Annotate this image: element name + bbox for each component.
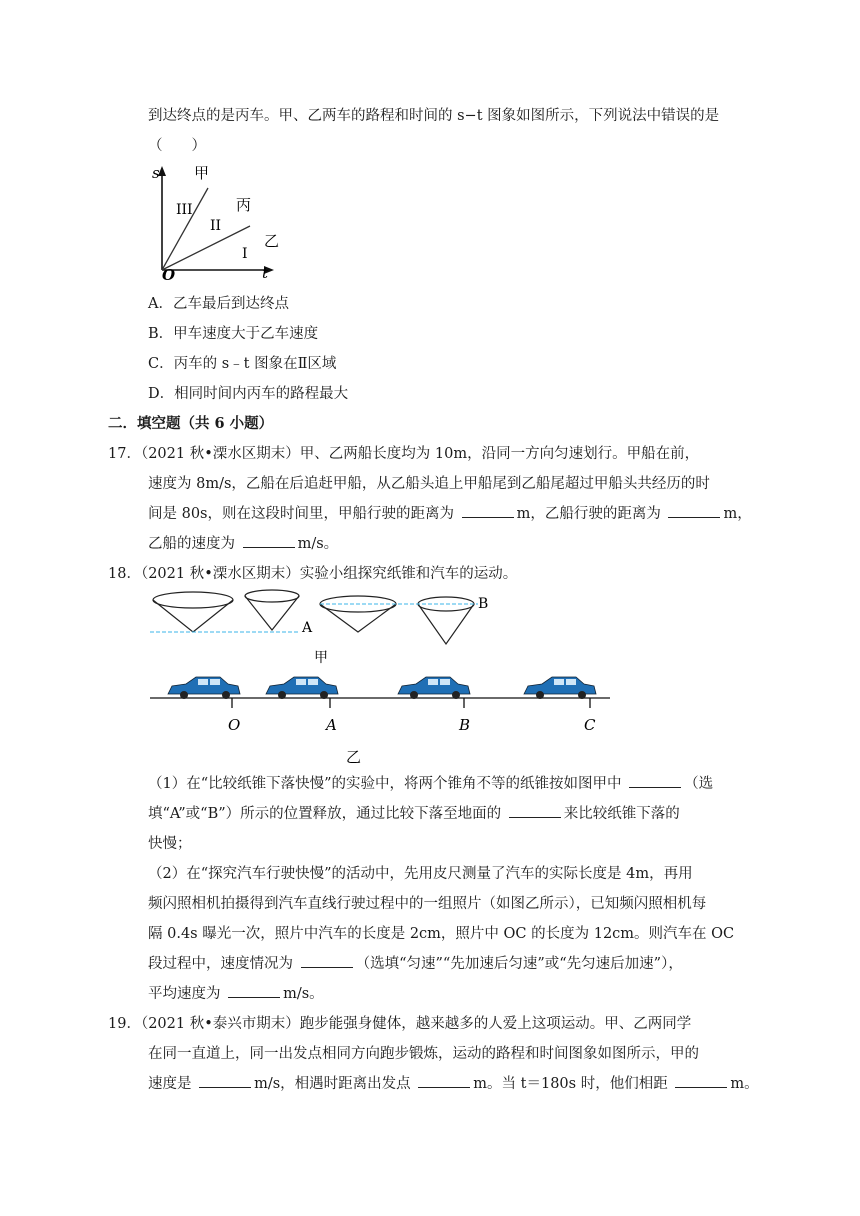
yi-label-a: A bbox=[326, 716, 337, 734]
line-yi bbox=[162, 226, 250, 270]
jia-label-b: B bbox=[478, 596, 489, 612]
region-3-label: III bbox=[176, 202, 193, 218]
q18-figure-yi bbox=[148, 670, 618, 770]
region-2-label: II bbox=[210, 218, 222, 234]
q18-blank-1[interactable] bbox=[629, 775, 681, 788]
origin-label: O bbox=[162, 266, 176, 282]
q18-p1-line2: 填“A”或“B”）所示的位置释放，通过比较下落至地面的 来比较纸锥下落的 bbox=[148, 806, 680, 822]
q16-option-b: B．甲车速度大于乙车速度 bbox=[148, 326, 319, 342]
region-1-label: I bbox=[242, 246, 248, 262]
line-jia bbox=[162, 188, 208, 270]
yi-label-c: C bbox=[584, 716, 596, 734]
q18-blank-3[interactable] bbox=[301, 955, 353, 968]
q19-blank-2[interactable] bbox=[418, 1075, 470, 1088]
t-axis-label: t bbox=[262, 264, 269, 282]
q17-number: 17． bbox=[108, 446, 141, 462]
yi-label-b: B bbox=[459, 716, 471, 734]
q19-block bbox=[108, 1012, 691, 1033]
q18-p2-line3: 隔 0.4s 曝光一次，照片中汽车的长度是 2cm，照片中 OC 的长度为 12cm。则汽车在 OC bbox=[148, 926, 735, 942]
yi-caption: 乙 bbox=[346, 748, 362, 766]
q17-line3: 间是 80s，则在这段时间里，甲船行驶的距离为 m，乙船行驶的距离为 m， bbox=[148, 506, 752, 522]
s-axis-label: s bbox=[152, 164, 160, 182]
q18-blank-2[interactable] bbox=[509, 805, 561, 818]
bing-label: 丙 bbox=[236, 196, 252, 214]
q17-blank-2[interactable] bbox=[668, 505, 720, 518]
q16-st-graph bbox=[150, 160, 280, 282]
q16-stem-line1: 到达终点的是丙车。甲、乙两车的路程和时间的 s−t 图象如图所示，下列说法中错误的是 bbox=[148, 108, 720, 124]
q16-stem-line2: （ ） bbox=[148, 138, 206, 154]
q18-p2-line5: 平均速度为 m/s。 bbox=[148, 986, 324, 1002]
q19-line1: （2021 秋•泰兴市期末）跑步能强身健体，越来越多的人爱上这项运动。甲、乙两同学 bbox=[140, 1016, 692, 1032]
q18-block bbox=[108, 562, 517, 583]
q19-blank-3[interactable] bbox=[675, 1075, 727, 1088]
jia-label-a: A bbox=[302, 620, 313, 636]
car-3 bbox=[398, 677, 470, 699]
q17-block bbox=[108, 442, 699, 463]
q16-option-d: D．相同时间内丙车的路程最大 bbox=[148, 386, 349, 402]
q18-p2-line1: （2）在“探究汽车行驶快慢”的活动中，先用皮尺测量了汽车的实际长度是 4m，再用 bbox=[148, 866, 693, 882]
yi-label-o: O bbox=[228, 716, 241, 734]
q19-line2: 在同一直道上，同一出发点相同方向跑步锻炼，运动的路程和时间图象如图所示，甲的 bbox=[148, 1046, 699, 1062]
q18-p2-line4: 段过程中，速度情况为 （选填“匀速”“先加速后匀速”或“先匀速后加速”）， bbox=[148, 956, 683, 972]
q16-option-c: C．丙车的 s﹣t 图象在Ⅱ区域 bbox=[148, 356, 337, 372]
q16-option-a: A．乙车最后到达终点 bbox=[148, 296, 289, 312]
car-2 bbox=[266, 677, 338, 699]
jia-label: 甲 bbox=[194, 164, 210, 182]
q18-line1: （2021 秋•溧水区期末）实验小组探究纸锥和汽车的运动。 bbox=[140, 566, 518, 582]
q18-p1-line3: 快慢； bbox=[148, 836, 192, 852]
q17-line4: 乙船的速度为 m/s。 bbox=[148, 536, 339, 552]
car-4 bbox=[524, 677, 596, 699]
q17-line2: 速度为 8m/s，乙船在后追赶甲船，从乙船头追上甲船尾到乙船尾超过甲船头共经历的时 bbox=[148, 476, 710, 492]
car-1 bbox=[168, 677, 240, 699]
q17-blank-3[interactable] bbox=[243, 535, 295, 548]
section-title: 二．填空题（共 6 小题） bbox=[108, 415, 274, 432]
q18-figure-jia bbox=[148, 588, 508, 668]
yi-label: 乙 bbox=[264, 232, 280, 250]
jia-caption: 甲 bbox=[314, 650, 328, 666]
q19-line3: 速度是 m/s，相遇时距离出发点 m。当 t＝180s 时，他们相距 m。 bbox=[148, 1076, 759, 1092]
q17-blank-1[interactable] bbox=[462, 505, 514, 518]
q18-p1-line1: （1）在“比较纸锥下落快慢”的实验中，将两个锥角不等的纸锥按如图甲中 （选 bbox=[148, 776, 714, 792]
q18-blank-4[interactable] bbox=[228, 985, 280, 998]
q19-blank-1[interactable] bbox=[199, 1075, 251, 1088]
q19-number: 19． bbox=[108, 1016, 141, 1032]
q18-number: 18． bbox=[108, 566, 141, 582]
q18-p2-line2: 频闪照相机拍摄得到汽车直线行驶过程中的一组照片（如图乙所示），已知频闪照相机每 bbox=[148, 896, 707, 912]
q17-line1: （2021 秋•溧水区期末）甲、乙两船长度均为 10m，沿同一方向匀速划行。甲船在前， bbox=[140, 446, 700, 462]
